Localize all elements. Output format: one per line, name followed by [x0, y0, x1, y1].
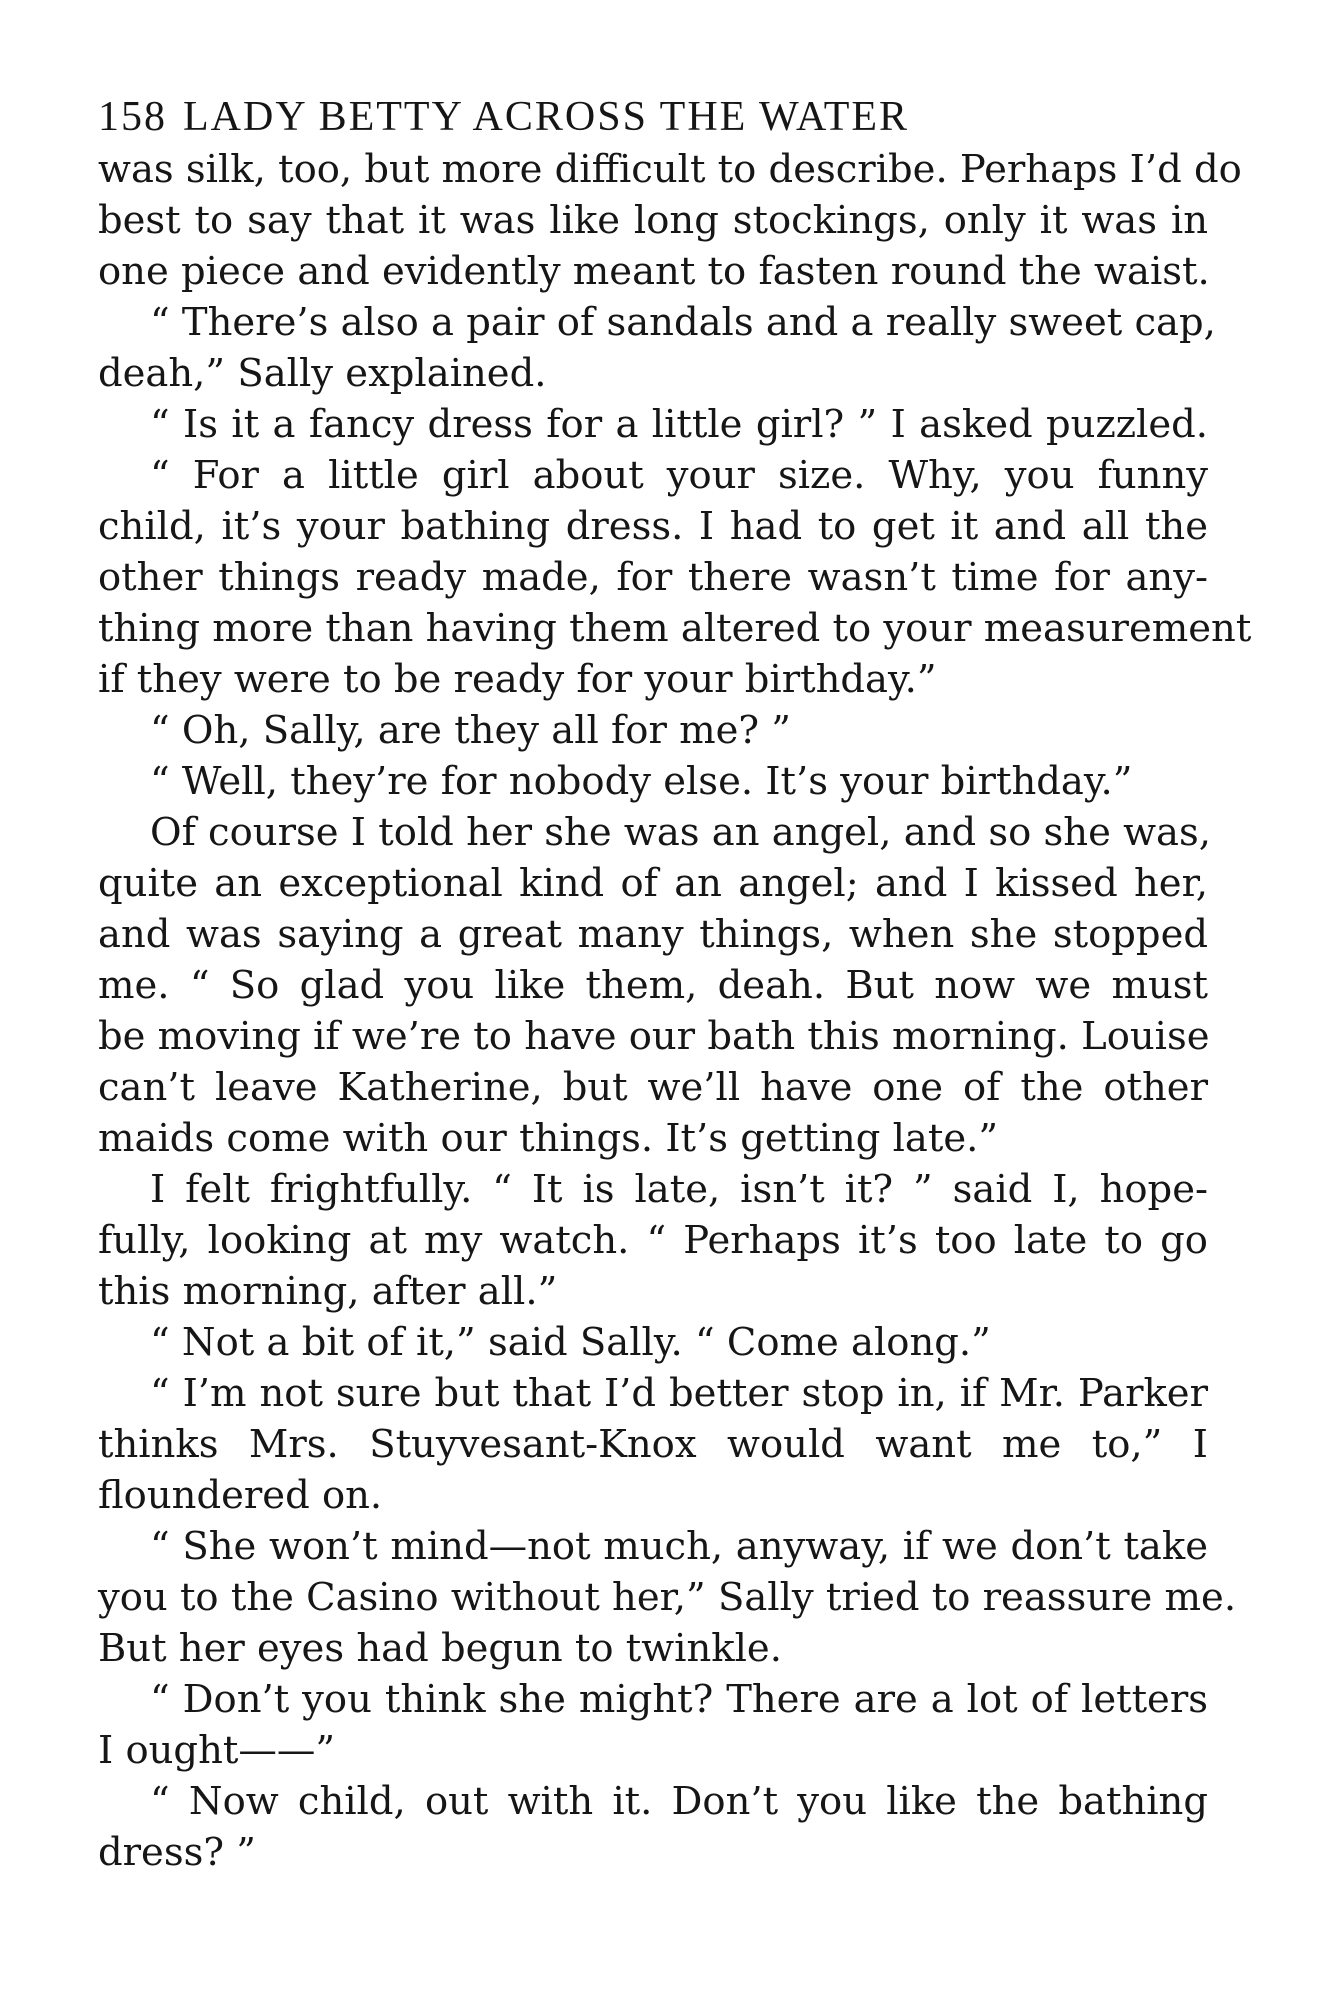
running-head — [98, 92, 1208, 144]
text-line: me. “ So glad you like them, deah. But now we must — [98, 963, 1208, 1008]
text-line: quite an exceptional kind of an angel; and I kissed her, — [98, 861, 1208, 906]
text-line: I ought——” — [98, 1728, 336, 1773]
book-page — [98, 92, 1252, 1878]
text-line: “ There’s also a pair of sandals and a really sweet cap, — [150, 300, 1216, 345]
text-line: “ Is it a fancy dress for a little girl? ” I asked puzzled. — [150, 402, 1208, 447]
text-line: “ For a little girl about your size. Why, you funny — [150, 453, 1208, 498]
text-line: thinks Mrs. Stuyvesant-Knox would want me to,” I — [98, 1422, 1208, 1467]
text-line: and was saying a great many things, when she stopped — [98, 912, 1208, 957]
text-line: “ Well, they’re for nobody else. It’s your birthday.” — [150, 759, 1133, 804]
text-line: fully, looking at my watch. “ Perhaps it’s too late to go — [98, 1218, 1208, 1263]
text-line: Of course I told her she was an angel, and so she was, — [150, 810, 1212, 855]
text-line: “ Oh, Sally, are they all for me? ” — [150, 708, 791, 753]
text-line: “ She won’t mind—not much, anyway, if we don’t take — [150, 1524, 1208, 1569]
text-line: if they were to be ready for your birthday.” — [98, 657, 937, 702]
text-line: deah,” Sally explained. — [98, 351, 547, 396]
text-line: was silk, too, but more difficult to describe. Perhaps I’d do — [98, 147, 1242, 192]
text-line: other things ready made, for there wasn’t time for any- — [98, 555, 1208, 600]
text-line: floundered on. — [98, 1473, 383, 1518]
text-line: best to say that it was like long stockings, only it was in — [98, 198, 1208, 243]
text-line: child, it’s your bathing dress. I had to get it and all the — [98, 504, 1208, 549]
text-line: thing more than having them altered to your measurement — [98, 606, 1252, 651]
text-line: you to the Casino without her,” Sally tried to reassure me. — [98, 1575, 1237, 1620]
body-text — [98, 144, 1252, 1878]
text-line: “ I’m not sure but that I’d better stop in, if Mr. Parker — [150, 1371, 1208, 1416]
text-line: be moving if we’re to have our bath this morning. Louise — [98, 1014, 1210, 1059]
text-line: But her eyes had begun to twinkle. — [98, 1626, 782, 1671]
text-line: one piece and evidently meant to fasten round the waist. — [98, 249, 1210, 294]
running-title: LADY BETTY ACROSS THE WATER — [183, 94, 910, 140]
text-line: dress? ” — [98, 1830, 256, 1875]
text-line: this morning, after all.” — [98, 1269, 558, 1314]
text-line: maids come with our things. It’s getting late.” — [98, 1116, 999, 1161]
text-line: I felt frightfully. “ It is late, isn’t it? ” said I, hope- — [150, 1167, 1208, 1212]
text-line: “ Now child, out with it. Don’t you like the bathing — [150, 1779, 1208, 1824]
page-number: 158 — [98, 94, 167, 140]
text-line: “ Don’t you think she might? There are a lot of letters — [150, 1677, 1208, 1722]
text-line: “ Not a bit of it,” said Sally. “ Come along.” — [150, 1320, 991, 1365]
text-line: can’t leave Katherine, but we’ll have one of the other — [98, 1065, 1208, 1110]
